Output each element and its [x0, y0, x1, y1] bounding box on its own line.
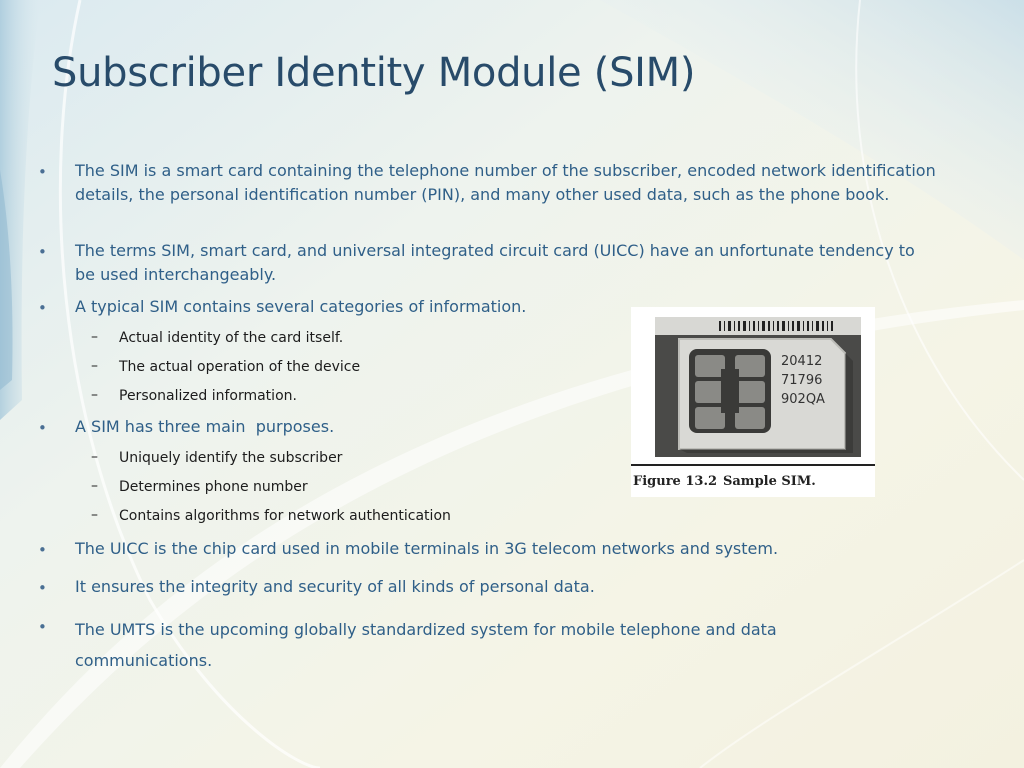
bullet-marker: •: [38, 299, 47, 317]
sim-card-line: 20412: [781, 354, 823, 369]
category-item: Personalized information.: [119, 388, 297, 404]
bullet-terms-interchangeable: The terms SIM, smart card, and universal integrated circuit card (UICC) have an unfortunate tendency to be used interchangeably.: [75, 241, 915, 284]
slide-title: Subscriber Identity Module (SIM): [52, 50, 696, 96]
figure-label: Figure 13.2: [633, 474, 718, 489]
bullet-marker: •: [38, 419, 47, 437]
dash-marker: –: [91, 329, 98, 345]
bullet-uicc: The UICC is the chip card used in mobile terminals in 3G telecom networks and system.: [75, 539, 779, 558]
figure-caption-text: Sample SIM.: [723, 474, 816, 489]
bullet-sim-definition: The SIM is a smart card containing the telephone number of the subscriber, encoded network identification details, the personal identification number (PIN), and many other used data, such as the phone book.: [75, 161, 936, 204]
sim-card-line: 71796: [781, 373, 823, 388]
purpose-item: Determines phone number: [119, 479, 308, 495]
category-item: Actual identity of the card itself.: [119, 330, 344, 346]
purpose-item: Contains algorithms for network authentication: [119, 508, 451, 524]
sim-card-image: [631, 307, 875, 467]
sim-card-line: 902QA: [781, 392, 825, 407]
bullet-integrity: It ensures the integrity and security of all kinds of personal data.: [75, 577, 595, 596]
dash-marker: –: [91, 507, 98, 523]
dash-marker: –: [91, 478, 98, 494]
dash-marker: –: [91, 387, 98, 403]
bullet-marker: •: [38, 163, 47, 181]
bullet-marker: •: [38, 541, 47, 559]
sim-figure: [631, 307, 875, 497]
dash-marker: –: [91, 358, 98, 374]
purpose-item: Uniquely identify the subscriber: [119, 450, 343, 466]
category-item: The actual operation of the device: [119, 359, 361, 375]
bullet-marker: •: [38, 579, 47, 597]
bullet-umts: The UMTS is the upcoming globally standardized system for mobile telephone and data communications.: [75, 620, 777, 670]
figure-caption: [631, 464, 875, 496]
dash-marker: –: [91, 449, 98, 465]
bullet-purposes-heading: A SIM has three main purposes.: [75, 417, 335, 436]
bullet-marker: •: [38, 243, 47, 261]
bullet-marker: •: [38, 618, 47, 636]
bullet-categories-heading: A typical SIM contains several categories of information.: [75, 297, 527, 316]
